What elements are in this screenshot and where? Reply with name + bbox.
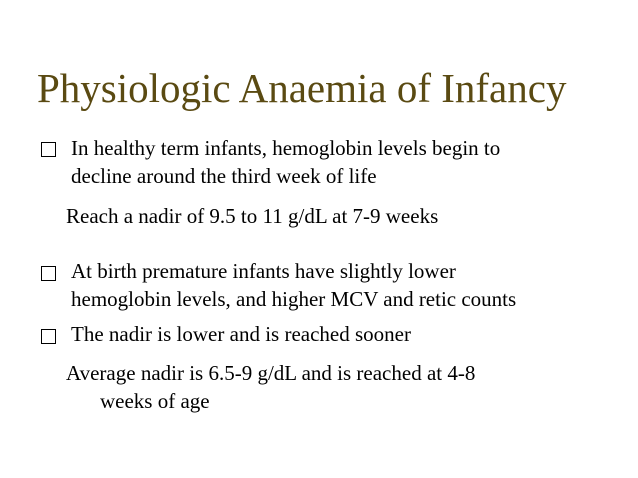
bullet-1-line-2: decline around the third week of life	[71, 164, 377, 188]
sub-line-preterm-nadir-line-2: weeks of age	[100, 389, 210, 413]
hollow-square-bullet-icon	[41, 142, 56, 157]
bullet-3-line-1: The nadir is lower and is reached sooner	[71, 322, 411, 346]
hollow-square-bullet-icon	[41, 329, 56, 344]
bullet-1-line-1: In healthy term infants, hemoglobin levels begin to	[71, 136, 501, 160]
bullet-2-line-1: At birth premature infants have slightly lower	[71, 259, 456, 283]
slide-title: Physiologic Anaemia of Infancy	[37, 65, 567, 111]
bullet-2-line-2: hemoglobin levels, and higher MCV and retic counts	[71, 287, 517, 311]
sub-line-preterm-nadir-line-1: Average nadir is 6.5-9 g/dL and is reached at 4-8	[66, 361, 476, 385]
sub-line-term-nadir: Reach a nadir of 9.5 to 11 g/dL at 7-9 weeks	[66, 204, 439, 228]
hollow-square-bullet-icon	[41, 266, 56, 281]
